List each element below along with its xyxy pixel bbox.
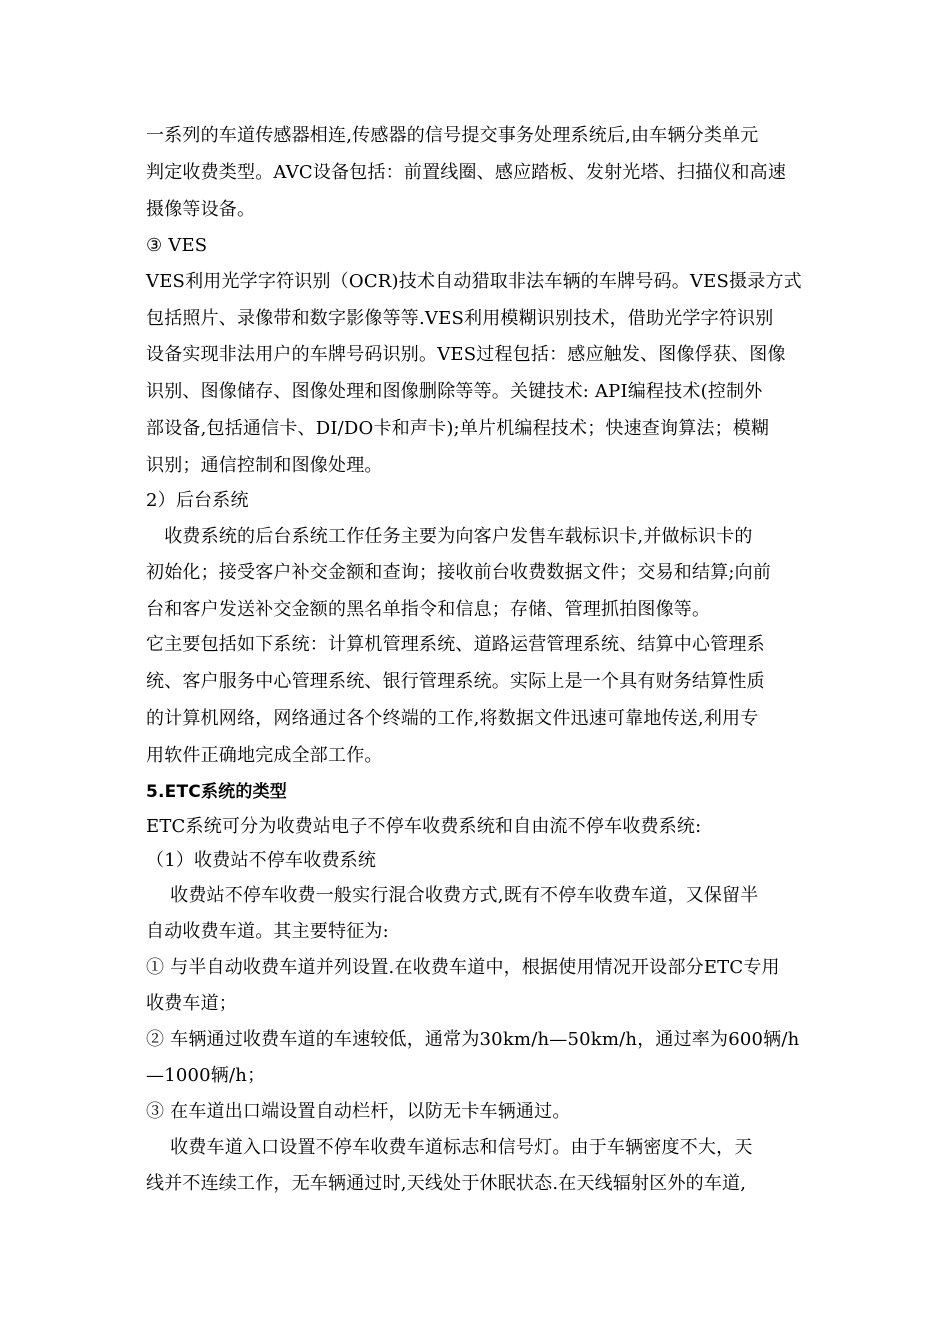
text-line: 的计算机网络，网络通过各个终端的工作,将数据文件迅速可靠地传送,利用专 [146, 708, 759, 729]
text-line: 收费车道； [146, 993, 237, 1014]
text-line: 摄像等设备。 [146, 199, 256, 220]
text-line: ETC系统可分为收费站电子不停车收费系统和自由流不停车收费系统: [146, 816, 702, 837]
section-heading: 2）后台系统 [146, 490, 249, 511]
text-line: 收费系统的后台系统工作任务主要为向客户发售车载标识卡,并做标识卡的 [146, 526, 753, 547]
text-line: VES利用光学字符识别（OCR)技术自动猎取非法车辆的车牌号码。VES摄录方式 [146, 271, 802, 292]
text-line: 设备实现非法用户的车牌号码识别。VES过程包括：感应触发、图像俘获、图像 [146, 344, 786, 365]
text-line: 线并不连续工作，无车辆通过时,天线处于休眠状态.在天线辐射区外的车道, [146, 1173, 747, 1194]
list-item: ② 车辆通过收费车道的车速较低，通常为30km/h—50km/h，通过率为600辆/h [146, 1029, 800, 1050]
text-line: 统、客户服务中心管理系统、银行管理系统。实际上是一个具有财务结算性质 [146, 671, 765, 692]
text-line: 一系列的车道传感器相连,传感器的信号提交事务处理系统后,由车辆分类单元 [146, 125, 759, 146]
text-line: 它主要包括如下系统：计算机管理系统、道路运营管理系统、结算中心管理系 [146, 634, 765, 655]
subsection-heading: （1）收费站不停车收费系统 [146, 850, 377, 871]
text-line: 收费站不停车收费一般实行混合收费方式,既有不停车收费车道，又保留半 [146, 885, 759, 906]
text-line: 部设备,包括通信卡、DI/DO卡和声卡);单片机编程技术；快速查询算法；模糊 [146, 418, 770, 439]
text-line: 用软件正确地完成全部工作。 [146, 745, 383, 766]
list-item: ③ 在车道出口端设置自动栏杆，以防无卡车辆通过。 [146, 1101, 571, 1122]
text-line: 初始化；接受客户补交金额和查询；接收前台收费数据文件；交易和结算;向前 [146, 562, 772, 583]
text-line: 识别；通信控制和图像处理。 [146, 455, 383, 476]
text-line: 判定收费类型。AVC设备包括：前置线圈、感应踏板、发射光塔、扫描仪和高速 [146, 162, 787, 183]
section-heading: 5.ETC系统的类型 [146, 782, 287, 802]
text-line: —1000辆/h； [146, 1065, 266, 1086]
list-item: ① 与半自动收费车道并列设置.在收费车道中，根据使用情况开设部分ETC专用 [146, 957, 780, 978]
text-line: 自动收费车道。其主要特征为: [146, 921, 389, 942]
text-line: ③ VES [146, 235, 208, 256]
text-line: 收费车道入口设置不停车收费车道标志和信号灯。由于车辆密度不大，天 [146, 1137, 753, 1158]
text-line: 识别、图像储存、图像处理和图像删除等等。关键技术: API编程技术(控制外 [146, 381, 763, 402]
text-line: 台和客户发送补交金额的黑名单指令和信息；存储、管理抓拍图像等。 [146, 599, 711, 620]
text-line: 包括照片、录像带和数字影像等等.VES利用模糊识别技术，借助光学字符识别 [146, 308, 774, 329]
